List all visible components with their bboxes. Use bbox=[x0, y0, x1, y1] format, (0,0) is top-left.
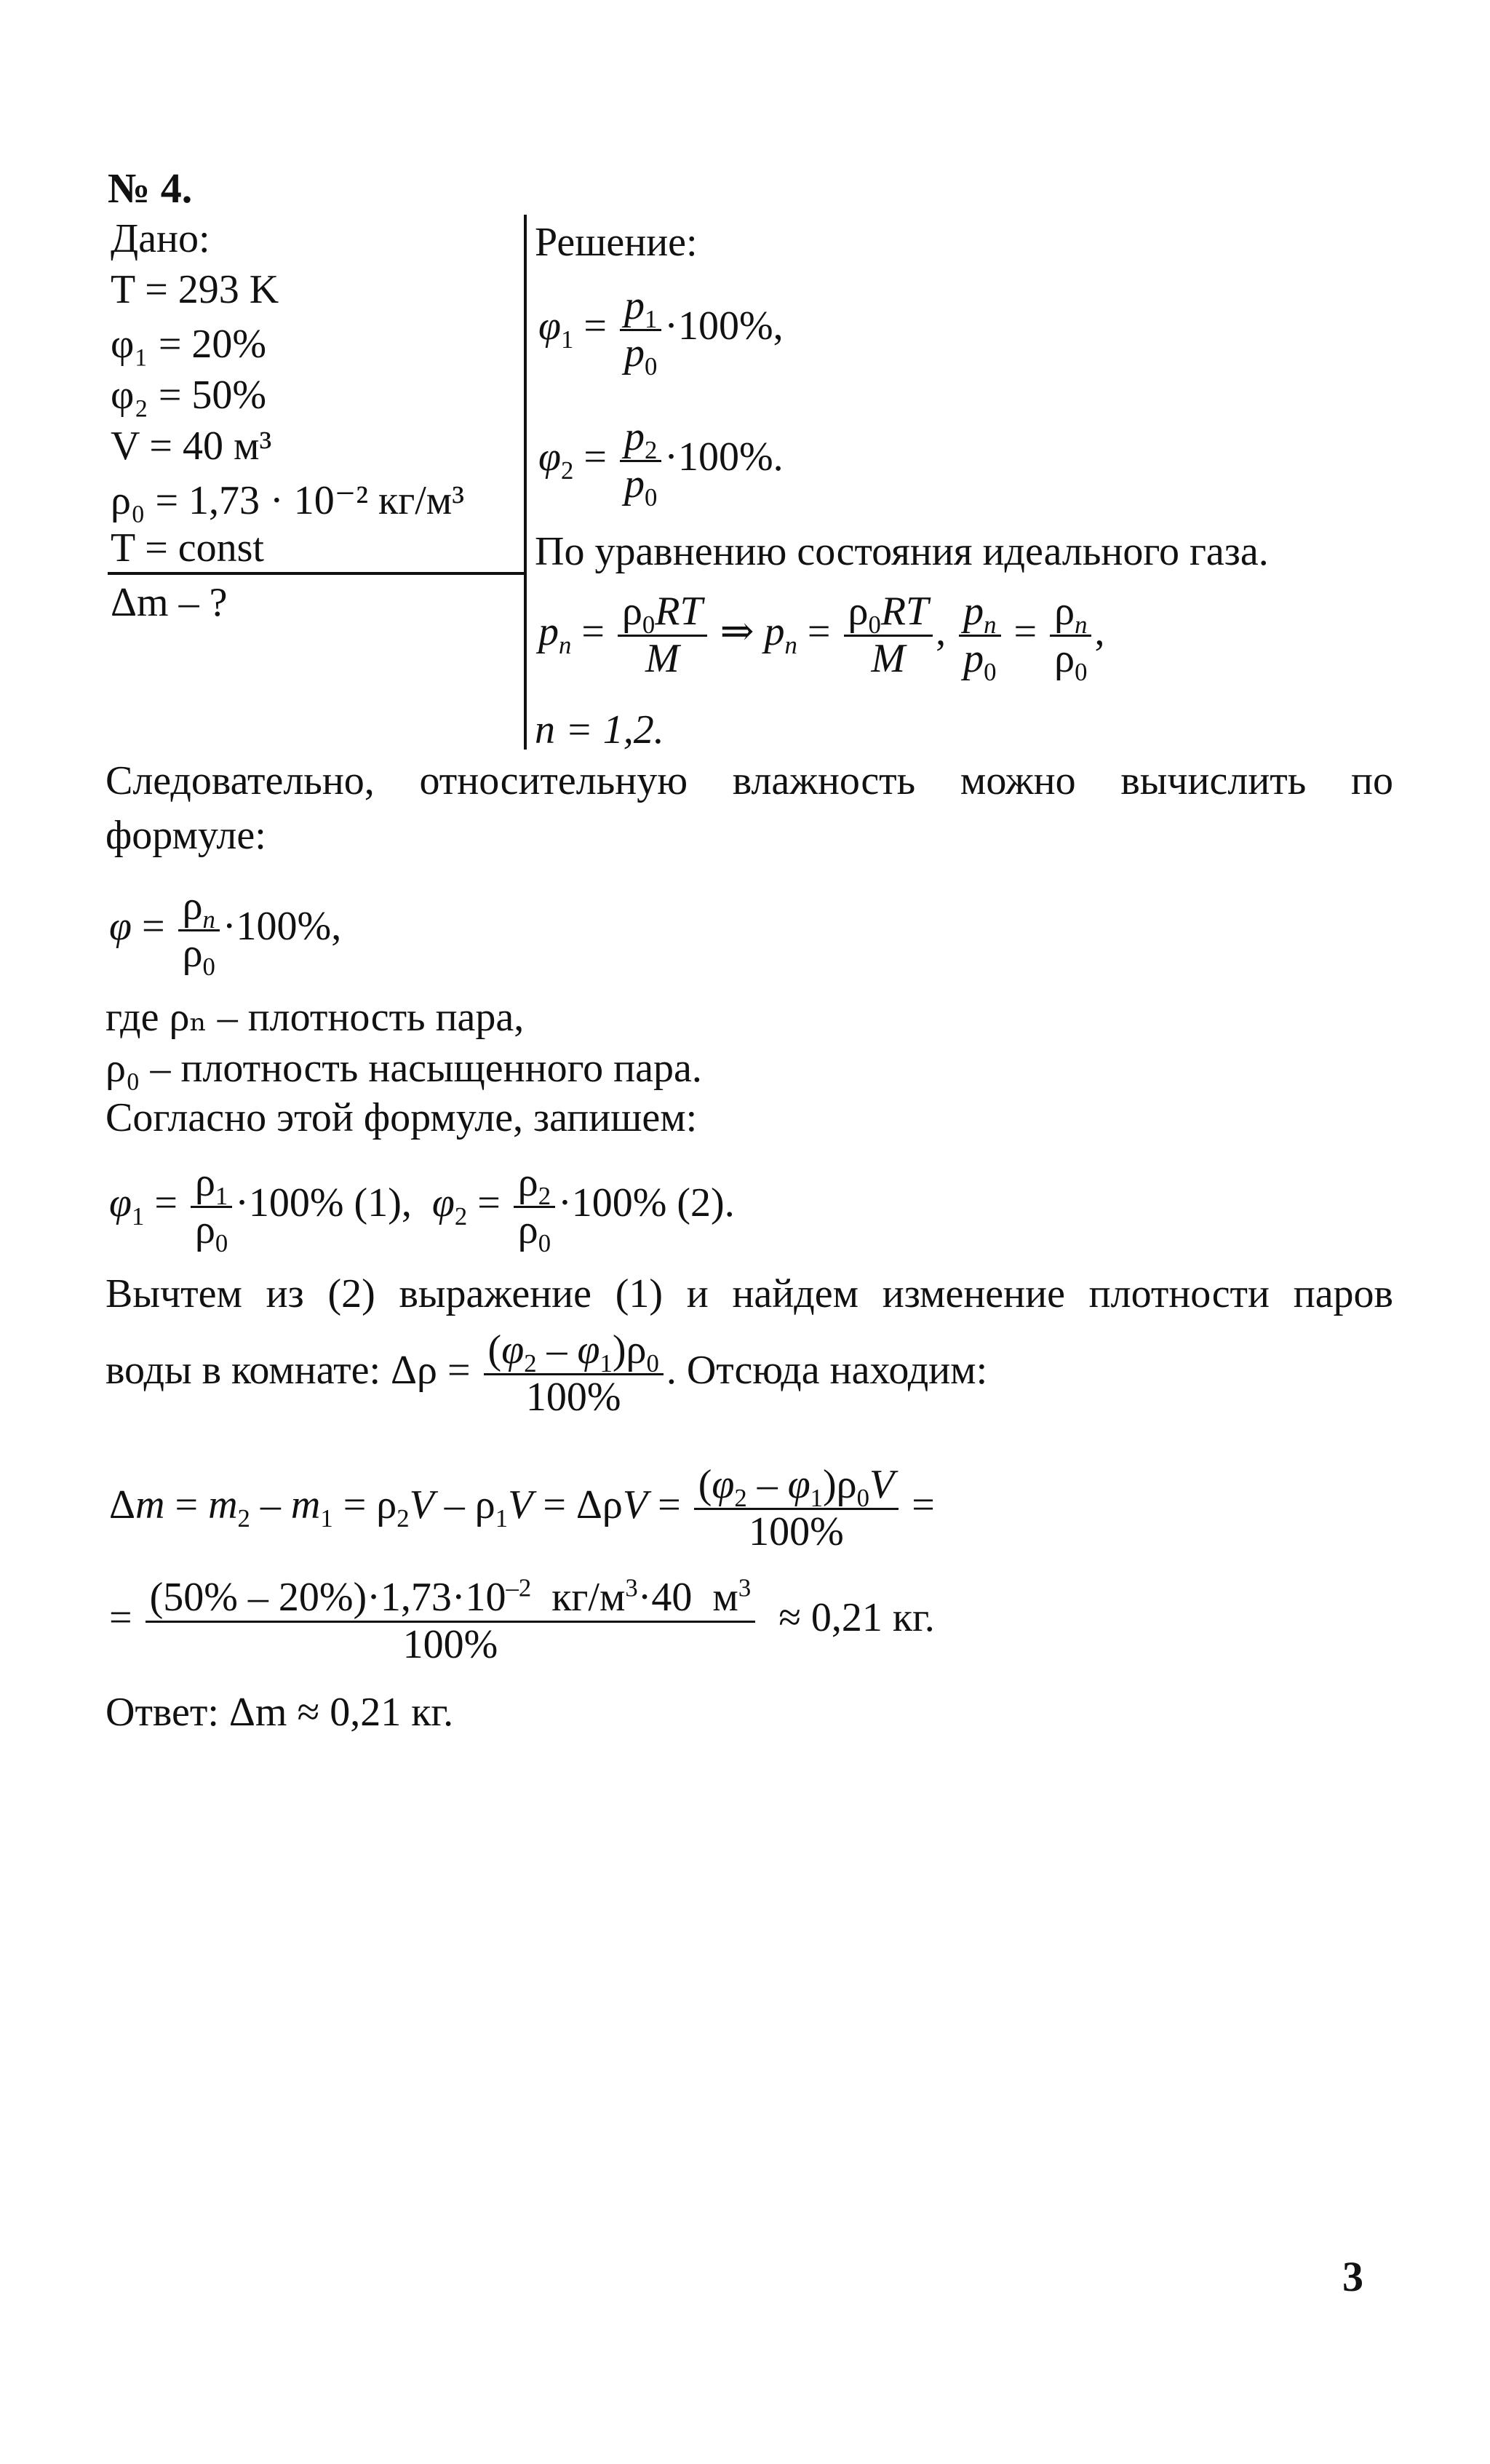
n-value: n = 1,2. bbox=[535, 707, 664, 752]
formula-phi1-phi2: $\varphi_1$ = $\frac{\rho_1}{\rho_0}$ ·100% (1), $\varphi_2$ = $\frac{\rho_2}{\rho_0}$ ·100% (2). bbox=[109, 1160, 735, 1257]
given-solution-separator bbox=[524, 215, 527, 750]
from-here-text: . Отсюда находим: bbox=[666, 1347, 988, 1393]
given-rho0: ρ₀ = 1,73 · 10⁻² кг/м³ bbox=[111, 478, 465, 523]
problem-number: № 4. bbox=[108, 164, 193, 212]
ideal-gas-text: По уравнению состояния идеального газа. bbox=[535, 529, 1269, 574]
formula-state-equation: $p_n$ = $\frac{\rho_0RT}{M}$ ⇒ $p_n$ = $\frac{\rho_0RT}{M}$ , $\frac{p_n}{p_0}$ = $\frac{\rho_n}{\rho_0}$ , bbox=[538, 589, 1105, 686]
given-phi1: φ₁ = 20% bbox=[111, 322, 267, 367]
given-phi2: φ₂ = 50% bbox=[111, 373, 267, 418]
body-line2: формуле: bbox=[105, 813, 266, 858]
given-divider bbox=[108, 572, 526, 575]
given-label: Дано: bbox=[111, 216, 210, 261]
formula-phi1: $\varphi_1$ = $\frac{p_1}{p_0}$ ·100%, bbox=[538, 283, 784, 381]
given-volume: V = 40 м³ bbox=[111, 424, 272, 469]
according-text: Согласно этой формуле, запишем: bbox=[105, 1095, 698, 1140]
room-prefix: воды в комнате: bbox=[105, 1347, 381, 1393]
answer: Ответ: Δm ≈ 0,21 кг. bbox=[105, 1690, 454, 1735]
page-number: 3 bbox=[1342, 2253, 1363, 2300]
where-rho-n: где ρₙ – плотность пара, bbox=[105, 995, 525, 1040]
formula-delta-m: $\Delta m = m_2 - m_1 = \rho_2V - \rho_1V = \Delta\rho V$ = $\frac{(\varphi_2 - \varphi_1)\rho_0V}{100\%}$ = bbox=[109, 1462, 935, 1554]
where-rho-0: ρ₀ – плотность насыщенного пара. bbox=[105, 1046, 702, 1091]
given-t-const: T = const bbox=[111, 525, 264, 571]
solution-label: Решение: bbox=[535, 220, 698, 265]
given-temperature: T = 293 K bbox=[111, 267, 279, 312]
body-line1: Следовательно, относительную влажность можно вычислить по bbox=[105, 758, 1393, 803]
given-find: Δm – ? bbox=[111, 580, 228, 625]
density-change-line: воды в комнате: Δρ = $\frac{(\varphi_2 - \varphi_1)\rho_0}{100\%}$ . Отсюда находим: bbox=[105, 1327, 988, 1420]
formula-numeric: = $\frac{(50\% - 20\%)\cdot 1,73\cdot 10^{-2} кг/м^3\cdot 40 м^3}{100\%}$ ≈ 0,21 кг. bbox=[109, 1573, 935, 1667]
formula-phi2: $\varphi_2$ = $\frac{p_2}{p_0}$ ·100%. bbox=[538, 414, 784, 512]
subtract-text: Вычтем из (2) выражение (1) и найдем изменение плотности паров bbox=[105, 1271, 1393, 1316]
formula-phi: φ = $\frac{\rho_n}{\rho_0}$ ·100%, bbox=[109, 883, 342, 981]
